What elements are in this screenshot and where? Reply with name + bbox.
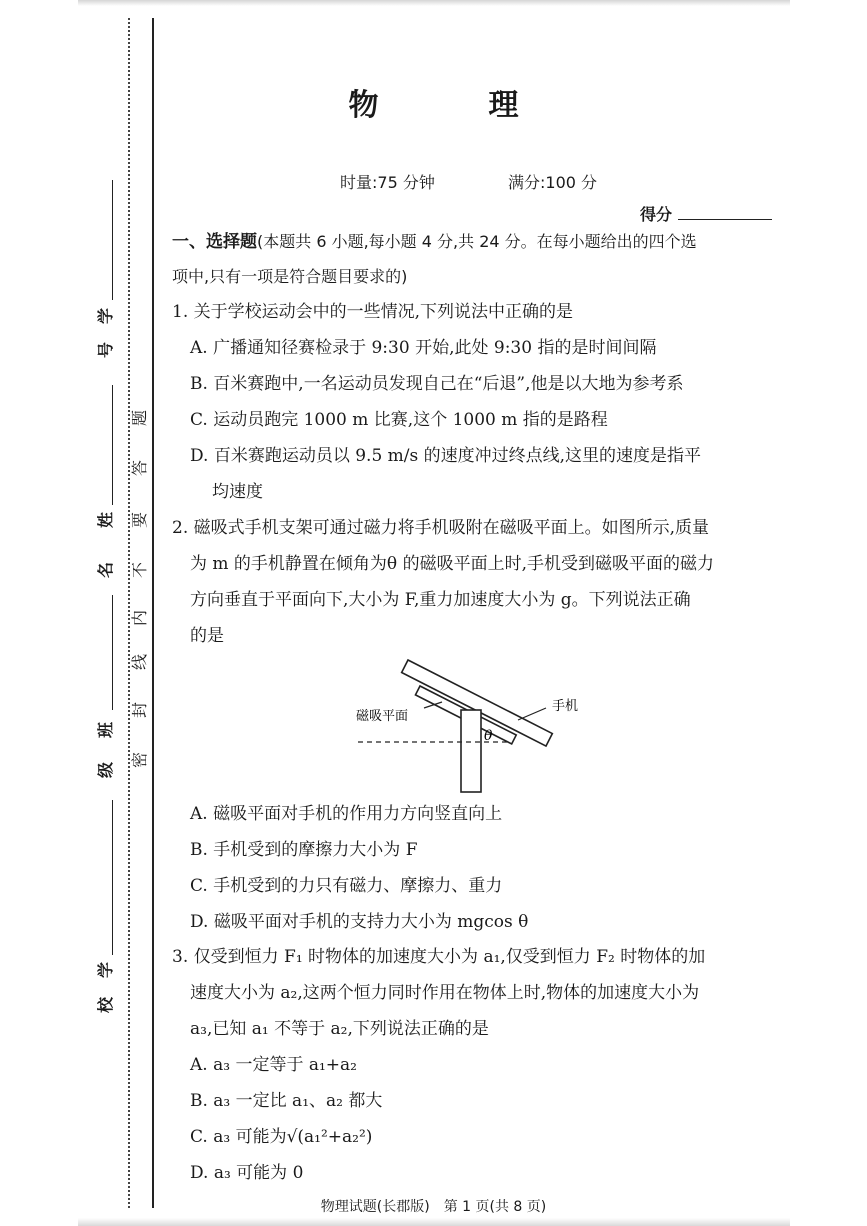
question-2-stem-2: 为 m 的手机静置在倾角为θ 的磁吸平面上时,手机受到磁吸平面的磁力 [190,554,714,574]
phone-label: 手机 [552,699,579,714]
seal-warning-char: 题 [130,410,149,427]
question-2-option-d: D. 磁吸平面对手机的支持力大小为 mgcos θ [190,912,529,932]
question-1-option-d: D. 百米赛跑运动员以 9.5 m/s 的速度冲过终点线,这里的速度是指平 [190,446,702,466]
name-field-line[interactable] [112,385,115,505]
question-2-option-c: C. 手机受到的力只有磁力、摩擦力、重力 [190,876,503,896]
question-2-stem-1: 2. 磁吸式手机支架可通过磁力将手机吸附在磁吸平面上。如图所示,质量 [172,518,710,538]
page-bottom-edge [78,1218,790,1226]
question-3-stem-3: a₃,已知 a₁ 不等于 a₂,下列说法正确的是 [190,1019,489,1039]
question-3-option-c: C. a₃ 可能为√(a₁²+a₂²) [190,1127,373,1147]
section-heading: 一、选择题 [172,232,257,252]
question-1-option-a: A. 广播通知径赛检录于 9:30 开始,此处 9:30 指的是时间间隔 [190,338,657,358]
name-label-2: 名 [96,562,115,579]
exam-duration: 时量:75 分钟 [340,173,435,192]
theta-label: θ [484,728,493,744]
question-3-option-a: A. a₃ 一定等于 a₁+a₂ [190,1055,357,1075]
student-id-label-2: 号 [96,342,115,359]
page-top-edge [78,0,790,6]
seal-warning-char: 不 [130,562,149,579]
question-2-stem-3: 方向垂直于平面向下,大小为 F,重力加速度大小为 g。下列说法正确 [190,590,691,610]
binding-solid-line [152,18,154,1208]
score-input-line[interactable] [678,219,772,220]
seal-warning-char: 答 [130,460,149,477]
seal-warning-char: 封 [130,702,149,719]
school-field-line[interactable] [112,800,115,955]
question-2-option-b: B. 手机受到的摩擦力大小为 F [190,840,418,860]
class-label-1: 班 [96,722,115,739]
question-2-stem-4: 的是 [190,626,224,646]
seal-warning-char: 内 [130,610,149,627]
school-label-1: 学 [96,962,115,979]
question-1-option-d-cont: 均速度 [212,482,263,502]
question-3-option-d: D. a₃ 可能为 0 [190,1163,304,1183]
plane-label: 磁吸平面 [356,709,409,724]
phone-holder-figure [350,650,590,800]
section-description: (本题共 6 小题,每小题 4 分,共 24 分。在每小题给出的四个选 [257,232,697,251]
phone-leader-line [518,708,546,720]
full-score: 满分:100 分 [508,173,598,192]
question-1-option-c: C. 运动员跑完 1000 m 比赛,这个 1000 m 指的是路程 [190,410,608,430]
question-3-stem-1: 3. 仅受到恒力 F₁ 时物体的加速度大小为 a₁,仅受到恒力 F₂ 时物体的加 [172,947,706,967]
class-label-2: 级 [96,762,115,779]
question-2-option-a: A. 磁吸平面对手机的作用力方向竖直向上 [190,804,503,824]
student-id-field-line[interactable] [112,180,115,300]
page-title: 物 理 [348,88,559,123]
stand-post [461,710,481,792]
student-id-label-1: 学 [96,308,115,325]
question-1-stem: 1. 关于学校运动会中的一些情况,下列说法中正确的是 [172,302,574,322]
page-footer: 物理试题(长郡版) 第 1 页(共 8 页) [320,1199,547,1215]
question-1-option-b: B. 百米赛跑中,一名运动员发现自己在“后退”,他是以大地为参考系 [190,374,684,394]
section-heading-line [172,230,697,254]
score-label: 得分 [640,205,673,224]
seal-warning-char: 线 [130,654,149,671]
question-3-option-b: B. a₃ 一定比 a₁、a₂ 都大 [190,1091,383,1111]
question-3-stem-2: 速度大小为 a₂,这两个恒力同时作用在物体上时,物体的加速度大小为 [190,983,700,1003]
seal-warning-char: 密 [130,752,149,769]
school-label-2: 校 [96,997,115,1014]
class-field-line[interactable] [112,595,115,710]
section-description-2: 项中,只有一项是符合题目要求的) [172,267,408,286]
seal-warning-char: 要 [130,512,149,529]
name-label-1: 姓 [96,512,115,529]
